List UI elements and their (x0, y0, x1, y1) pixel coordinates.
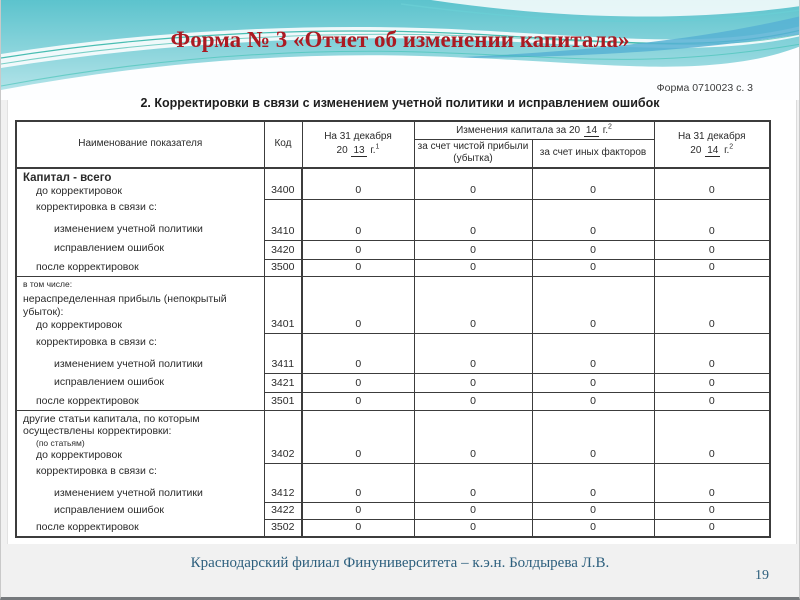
table-row (16, 374, 770, 393)
value-cell: 0 (532, 221, 654, 240)
table-row (16, 277, 770, 292)
value-cell: 0 (654, 410, 770, 463)
value-cell: 0 (532, 485, 654, 502)
name-cell: корректировка в связи с: (16, 463, 264, 485)
value-cell: 0 (532, 259, 654, 276)
table-row (16, 463, 770, 485)
table-row (16, 356, 770, 374)
value-cell: 0 (302, 502, 414, 519)
value-cell: 0 (532, 356, 654, 374)
value-cell: 0 (302, 374, 414, 393)
value-cell (654, 199, 770, 221)
value-cell: 0 (654, 485, 770, 502)
corrections-table (15, 120, 771, 538)
code-cell (264, 277, 302, 292)
value-cell: 0 (302, 291, 414, 333)
header-dec-last-year: На 31 декабря 20 14 г.$^2$ (654, 121, 770, 168)
value-cell: 0 (414, 356, 532, 374)
name-cell: изменением учетной политики (16, 356, 264, 374)
header-name: Наименование показателя (16, 121, 264, 168)
value-cell: 0 (654, 168, 770, 200)
table-row (16, 259, 770, 276)
name-cell: изменением учетной политики (16, 485, 264, 502)
value-cell: 0 (414, 393, 532, 410)
value-cell: 0 (654, 240, 770, 259)
value-cell (302, 277, 414, 292)
value-cell: 0 (532, 393, 654, 410)
name-cell: Капитал - всего до корректировок (16, 168, 264, 200)
code-cell (264, 463, 302, 485)
value-cell (414, 334, 532, 356)
value-cell: 0 (302, 485, 414, 502)
value-cell (414, 277, 532, 292)
value-cell: 0 (302, 168, 414, 200)
name-cell: в том числе: (16, 277, 264, 292)
value-cell: 0 (654, 291, 770, 333)
value-cell (302, 463, 414, 485)
table-head (16, 121, 770, 168)
table-row (16, 485, 770, 502)
value-cell: 0 (654, 221, 770, 240)
table-row (16, 199, 770, 221)
value-cell (654, 463, 770, 485)
value-cell: 0 (532, 168, 654, 200)
value-cell: 0 (414, 221, 532, 240)
value-cell: 0 (302, 356, 414, 374)
value-cell: 0 (654, 502, 770, 519)
header-dec-prev-year: На 31 декабря 20 13 г.$^1$ (302, 121, 414, 168)
value-cell: 0 (414, 485, 532, 502)
value-cell (532, 199, 654, 221)
value-cell: 0 (302, 259, 414, 276)
value-cell (654, 277, 770, 292)
name-cell: изменением учетной политики (16, 221, 264, 240)
value-cell: 0 (414, 502, 532, 519)
code-cell: 3401 (264, 291, 302, 333)
value-cell: 0 (302, 410, 414, 463)
code-cell: 3421 (264, 374, 302, 393)
table-row (16, 502, 770, 519)
value-cell (654, 334, 770, 356)
value-cell: 0 (414, 240, 532, 259)
header-code: Код (264, 121, 302, 168)
name-cell: после корректировок (16, 259, 264, 276)
code-cell: 3400 (264, 168, 302, 200)
value-cell (414, 199, 532, 221)
value-cell: 0 (532, 240, 654, 259)
table-row (16, 393, 770, 410)
value-cell: 0 (302, 519, 414, 537)
code-cell: 3410 (264, 221, 302, 240)
value-cell: 0 (414, 291, 532, 333)
name-cell: корректировка в связи с: (16, 334, 264, 356)
value-cell: 0 (532, 291, 654, 333)
value-cell (532, 277, 654, 292)
value-cell: 0 (302, 240, 414, 259)
name-cell: другие статьи капитала, по которым осуществлены корректировки: (по статьям) до корректировок (16, 410, 264, 463)
name-cell: нераспределенная прибыль (непокрытый убыток): до корректировок (16, 291, 264, 333)
value-cell: 0 (414, 410, 532, 463)
name-cell: корректировка в связи с: (16, 199, 264, 221)
value-cell (302, 199, 414, 221)
value-cell (414, 463, 532, 485)
code-cell: 3502 (264, 519, 302, 537)
name-cell: исправлением ошибок (16, 502, 264, 519)
page-number: 19 (755, 568, 769, 583)
name-cell: исправлением ошибок (16, 374, 264, 393)
value-cell: 0 (414, 519, 532, 537)
code-cell: 3420 (264, 240, 302, 259)
value-cell: 0 (654, 393, 770, 410)
value-cell (532, 334, 654, 356)
value-cell (302, 334, 414, 356)
code-cell: 3411 (264, 356, 302, 374)
value-cell: 0 (654, 259, 770, 276)
code-cell: 3422 (264, 502, 302, 519)
footer-text: Краснодарский филиал Финуниверситета – к.э.н. Болдырева Л.В. (190, 555, 610, 571)
value-cell: 0 (302, 393, 414, 410)
table-row (16, 291, 770, 333)
value-cell: 0 (414, 168, 532, 200)
value-cell: 0 (532, 519, 654, 537)
value-cell: 0 (414, 259, 532, 276)
name-cell: исправлением ошибок (16, 240, 264, 259)
code-cell: 3402 (264, 410, 302, 463)
value-cell: 0 (532, 410, 654, 463)
name-cell: после корректировок (16, 519, 264, 537)
table-row (16, 240, 770, 259)
table-row (16, 334, 770, 356)
code-cell: 3500 (264, 259, 302, 276)
value-cell: 0 (532, 374, 654, 393)
header-changes-group: Изменения капитала за 20 14 г.$^2$ (414, 121, 654, 139)
table-row (16, 168, 770, 200)
header-other-factors: за счет иных факторов (532, 139, 654, 168)
form-section-title: 2. Корректировки в связи с изменением учетной политики и исправлением ошибок (140, 96, 660, 110)
header-net-profit: за счет чистой прибыли (убытка) (414, 139, 532, 168)
table-row (16, 519, 770, 537)
table-body (16, 168, 770, 538)
value-cell: 0 (414, 374, 532, 393)
value-cell: 0 (654, 374, 770, 393)
value-cell: 0 (654, 356, 770, 374)
form-code-label: Форма 0710023 с. 3 (656, 82, 753, 94)
code-cell (264, 334, 302, 356)
code-cell: 3501 (264, 393, 302, 410)
code-cell (264, 199, 302, 221)
name-cell: после корректировок (16, 393, 264, 410)
table-row (16, 221, 770, 240)
slide-title: Форма № 3 «Отчет об изменении капитала» (170, 27, 630, 52)
value-cell: 0 (654, 519, 770, 537)
value-cell: 0 (302, 221, 414, 240)
code-cell: 3412 (264, 485, 302, 502)
value-cell: 0 (532, 502, 654, 519)
table-row (16, 410, 770, 463)
value-cell (532, 463, 654, 485)
